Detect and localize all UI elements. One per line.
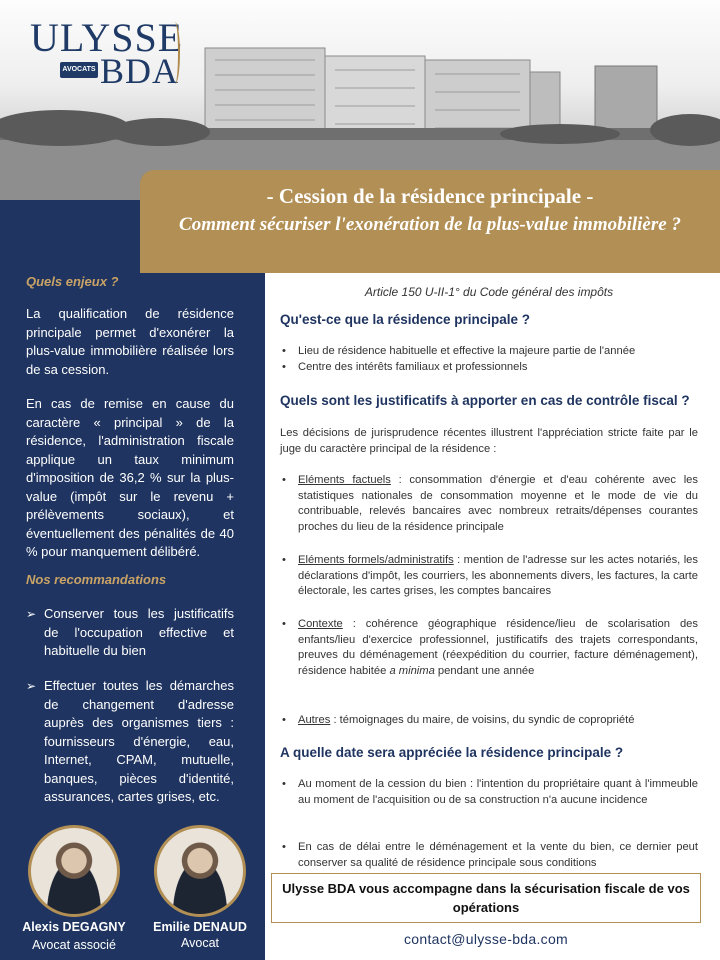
enjeux-paragraph-2: En cas de remise en cause du caractère « principal » de la résidence, l'administration fiscale applique un taux minimum d'imposition de 36,2 % sur la plus-value (impôt sur le revenu + prélèvements sociaux), et éventuellement des pénalités de 40 % pour manquement délibéré. — [26, 396, 234, 559]
article-reference: Article 150 U-II-1° du Code général des impôts — [364, 285, 614, 299]
avatar-emilie-denaud — [154, 825, 246, 917]
person-name: Alexis DEGAGNY — [22, 920, 126, 934]
left-sidebar — [0, 200, 265, 960]
section-heading: Quels sont les justificatifs à apporter en cas de contrôle fiscal ? — [280, 393, 690, 408]
list-item: • Centre des intérêts familiaux et professionnels — [282, 361, 528, 373]
avatar-alexis-degagny — [28, 825, 120, 917]
arrow-bullet-icon: ➢ — [26, 607, 37, 621]
list-item: • Contexte : cohérence géographique résidence/lieu de scolarisation des enfants/lieu d'exercice professionnel, justificatifs des trajets correspondants, preuves du déménagement (réexpédition du courrier, facture déménagement), résidence habitée a minima pendant une année — [282, 618, 698, 677]
list-item: • Lieu de résidence habituelle et effective la majeure partie de l'année — [282, 345, 636, 357]
list-item: • Au moment de la cession du bien : l'intention du propriétaire quant à l'immeuble au moment de l'acquisition ou de sa construction n'a aucune incidence — [282, 778, 698, 806]
page-subtitle: Comment sécuriser l'exonération de la plus-value immobilière ? — [179, 214, 681, 235]
section-intro: Les décisions de jurisprudence récentes illustrent l'appréciation stricte faite par le juge du caractère principal de la résidence : — [280, 427, 698, 455]
person-role: Avocat — [181, 936, 219, 950]
person-name: Emilie DENAUD — [153, 920, 247, 934]
list-item: • Eléments factuels : consommation d'énergie et d'eau cohérente avec les statistiques nationales de consommation moyenne et le mode de vie du contribuable, relevés bancaires avec nombreux retraits/dépenses courantes proches du lieu de la résidence principale — [282, 474, 698, 533]
contact-email-link[interactable]: contact@ulysse-bda.com — [404, 931, 568, 947]
list-item: • Autres : témoignages du maire, de voisins, du syndic de copropriété — [282, 714, 635, 726]
enjeux-paragraph-1: La qualification de résidence principale permet d'exonérer la plus-value immobilière réalisée lors de sa cession. — [26, 306, 234, 377]
callout-box: Ulysse BDA vous accompagne dans la sécurisation fiscale de vos opérations — [271, 873, 701, 923]
person-role: Avocat associé — [32, 938, 116, 952]
ulysse-bda-logo: ULYSSE AVOCATS BDA — [30, 15, 184, 91]
section-heading: Qu'est-ce que la résidence principale ? — [280, 312, 531, 327]
recommandation-item: ➢ Conserver tous les justificatifs de l'occupation effective et habituelle du bien — [26, 606, 234, 658]
arrow-bullet-icon: ➢ — [26, 679, 37, 693]
enjeux-heading: Quels enjeux ? — [26, 274, 119, 289]
recommandations-heading: Nos recommandations — [26, 572, 167, 587]
page-title: - Cession de la résidence principale - — [266, 184, 594, 208]
list-item: • Eléments formels/administratifs : mention de l'adresse sur les actes notariés, les déclarations d'impôt, les courriers, les abonnements divers, les factures, la carte électorale, les cartes grises, les comptes bancaires — [282, 554, 698, 597]
section-heading: A quelle date sera appréciée la résidence principale ? — [280, 745, 624, 760]
title-banner — [140, 170, 720, 273]
list-item: • En cas de délai entre le déménagement et la vente du bien, ce dernier peut conserver sa qualité de résidence principale sous conditions — [282, 841, 698, 869]
recommandation-item: ➢ Effectuer toutes les démarches de changement d'adresse auprès des organismes tiers : fournisseurs d'énergie, eau, Internet, CPAM, mutuelle, banques, pièces d'identité, assurances, cartes grises, etc. — [26, 678, 234, 804]
